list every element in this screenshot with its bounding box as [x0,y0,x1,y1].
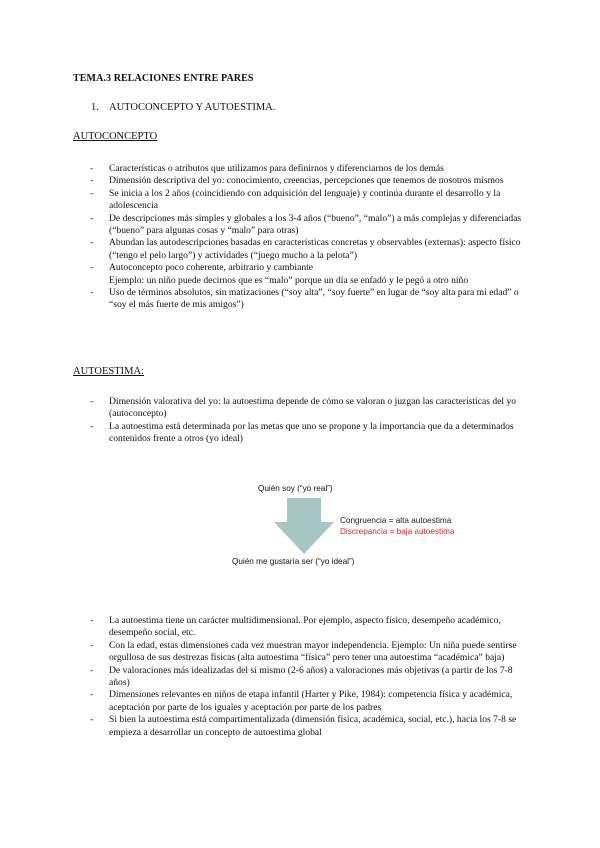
list-item-text: Si bien la autoestima está compartimentalizada (dimensión física, académica, social, etc.), hacia los 7-8 se empieza a desarrollar un concepto de autoestima global [109,714,517,738]
list-item [0,665,600,690]
list-item-continuation: Ejemplo: un niño puede decirnos que es “malo” porque un día se enfadó y le pegó a otro niño [109,274,469,286]
list-item [0,615,600,640]
discrepancy-label: Discrepancia = baja autoestima [340,527,455,536]
diagram-top-label: Quién soy (“yo real”) [258,484,333,493]
list-item [0,237,600,262]
list-item [0,396,600,421]
section-label: AUTOCONCEPTO Y AUTOESTIMA. [109,102,276,113]
down-arrow-icon [274,498,334,554]
list-item-text: De descripciones más simples y globales a los 3-4 años (“bueno”, “malo”) a más complejas y diferenciadas (“bueno” para algunas cosas y “malo” para otras) [109,212,522,237]
list-item [0,689,600,714]
section-heading-1 [91,102,275,113]
list-item [0,640,600,665]
list-item-text: La autoestima tiene un carácter multidimensional. Por ejemplo, aspecto físico, desempeño académico, desempeño social, etc. [109,615,501,639]
list-item-text: Con la edad, estas dimensiones cada vez muestran mayor independencia. Ejemplo: Un niña puede sentirse orgullosa de sus destrezas físicas (alta autoestima “física” pero tener una autoestima “académica” baja) [109,639,517,664]
autoconcepto-list [0,163,600,312]
list-item-text: Abundan las autodescripciones basadas en características concretas y observables (externas): aspecto físico (“tengo el pelo largo”) y actividades (“juego mucho a la pelota”) [109,237,521,261]
list-item-text: Dimensión descriptiva del yo: conocimiento, creencias, percepciones que tenemos de nosotros mismos [109,175,504,187]
congruence-label: Congruencia = alta autoestima [340,516,452,525]
heading-autoconcepto: AUTOCONCEPTO [73,131,158,142]
list-item [0,163,600,175]
autoestima-list [0,396,600,446]
list-item-text: Se inicia a los 2 años (coincidiendo con adquisición del lenguaje) y continúa durante el desarrollo y la adolescencia [109,187,501,212]
list-item [0,175,600,187]
list-item-text: Dimensiones relevantes en niños de etapa infantil (Harter y Pike, 1984): competencia física y académica, aceptación por parte de los iguales y aceptación por parte de los padres [109,689,513,713]
heading-autoestima: AUTOESTIMA: [73,366,144,377]
down-arrow-shape [274,498,334,554]
self-esteem-diagram [230,482,510,572]
list-item-text: La autoestima está determinada por las metas que uno se propone y la importancia que da a determinados contenidos frente a otros (yo ideal) [109,420,514,445]
list-item [0,714,600,739]
autoestima-list-2 [0,615,600,739]
list-item-text: Autoconcepto poco coherente, arbitrario y cambiante [109,262,314,274]
list-item [0,421,600,446]
list-item-text: Características o atributos que utilizamos para definirnos y diferenciarnos de los demás [109,163,444,174]
list-item-text: Dimensión valorativa del yo: la autoestima depende de cómo se valoran o juzgan las características del yo (autoconcepto) [109,396,517,420]
list-item [0,262,600,287]
list-item [0,213,600,238]
list-item [0,287,600,312]
diagram-bottom-label: Quién me gustaría ser (“yo ideal”) [232,557,355,566]
list-item [0,188,600,213]
list-item-text: Uso de términos absolutos, sin matizaciones (“soy alta”, “soy fuerte” en lugar de “soy alta para mi edad” o “soy el más fuerte de mis amigos”) [109,287,519,311]
list-item-text: De valoraciones más idealizadas del sí mismo (2-6 años) a valoraciones más objetivas (a partir de los 7-8 años) [109,664,513,689]
page-title: TEMA.3 RELACIONES ENTRE PARES [73,73,254,84]
section-number: 1. [91,102,99,113]
